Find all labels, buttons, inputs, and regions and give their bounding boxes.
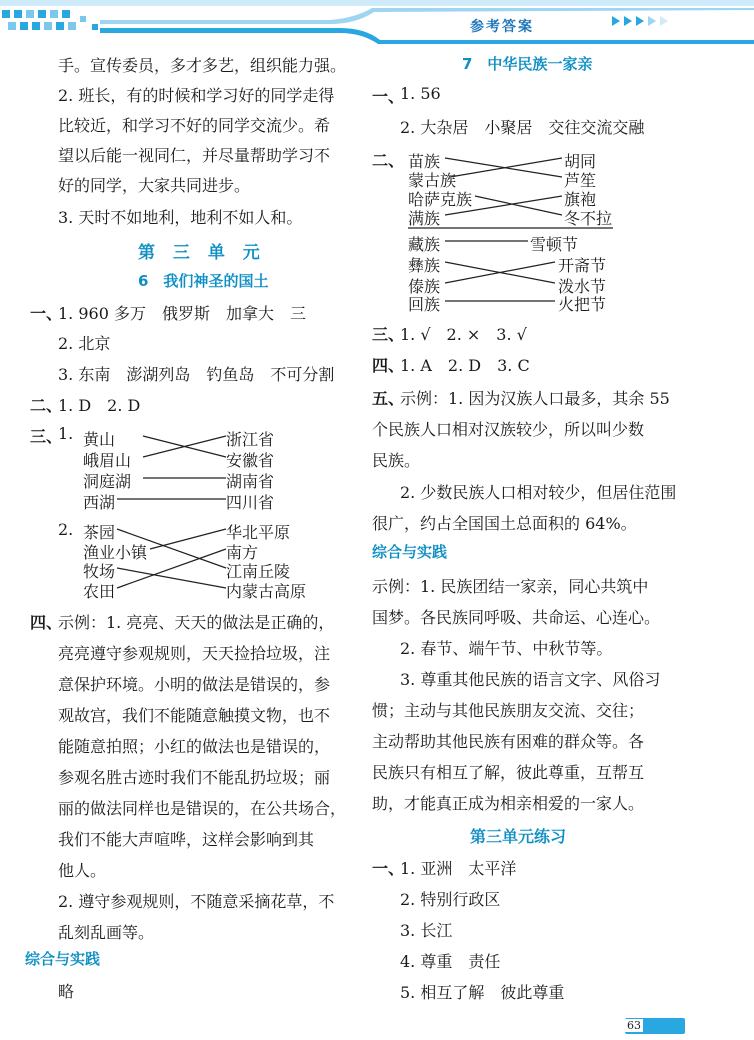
match-item: 湖南省 xyxy=(226,472,275,491)
match-item: 渔业小镇 xyxy=(83,543,148,562)
match-item: 内蒙古高原 xyxy=(226,582,307,601)
match-item: 火把节 xyxy=(558,295,607,314)
answer-line: 1. A 2. D 3. C xyxy=(400,356,530,375)
question-marker: 三、 xyxy=(30,427,63,446)
answer-line: 2. 特别行政区 xyxy=(400,890,501,909)
answer-line: 3. 长江 xyxy=(400,921,453,940)
answer-line: 2. 春节、端午节、中秋节等。 xyxy=(400,639,613,658)
match-item: 华北平原 xyxy=(226,523,291,542)
match-line xyxy=(475,196,562,215)
match-item: 雪顿节 xyxy=(530,235,579,254)
answer-line: 他人。 xyxy=(58,861,107,880)
match-item: 安徽省 xyxy=(226,451,275,470)
match-item: 旗袍 xyxy=(564,190,597,209)
match-item: 苗族 xyxy=(408,152,441,171)
header-title: 参考答案 xyxy=(470,19,534,35)
text-line: 手。宣传委员，多才多艺，组织能力强。 xyxy=(58,56,347,75)
answer-line: 助，才能真正成为相亲相爱的一家人。 xyxy=(372,794,645,813)
unit-title: 第 三 单 元 xyxy=(138,243,266,263)
match-item: 回族 xyxy=(408,295,441,314)
page-number-badge xyxy=(625,1018,685,1034)
match-item: 浙江省 xyxy=(226,430,275,449)
answer-line: 亮亮遵守参观规则，天天捡拾垃圾，注 xyxy=(58,644,331,663)
match-line xyxy=(150,529,226,549)
question-marker: 三、 xyxy=(372,325,405,344)
match-item: 傣族 xyxy=(408,277,441,296)
text-line: 好的同学，大家共同进步。 xyxy=(58,176,251,195)
match-item: 洞庭湖 xyxy=(83,472,132,491)
answer-line: 主动帮助其他民族有困难的群众等。各 xyxy=(372,732,645,751)
match-item: 牧场 xyxy=(83,562,116,581)
match-item: 胡同 xyxy=(564,152,597,171)
answer-line: 乱刻乱画等。 xyxy=(58,923,155,942)
question-marker: 一、 xyxy=(372,87,405,106)
match-item: 峨眉山 xyxy=(83,451,132,470)
text-line: 比较近，和学习不好的同学交流少。希 xyxy=(58,116,331,135)
match-item: 芦笙 xyxy=(564,171,597,190)
page-number: 63 xyxy=(627,1019,641,1032)
answer-line: 4. 尊重 责任 xyxy=(400,952,501,971)
answer-line: 2. 北京 xyxy=(58,334,111,353)
answer-line: 2. 遵守参观规则，不随意采摘花草，不 xyxy=(58,892,335,911)
answer-line: 惯；主动与其他民族朋友交流、交往； xyxy=(372,701,645,720)
lesson-title: 6 我们神圣的国土 xyxy=(138,272,269,290)
match-line xyxy=(117,568,226,588)
match-item: 四川省 xyxy=(226,493,275,512)
answer-line: 个民族人口相对汉族较少，所以叫少数 xyxy=(372,420,645,439)
answer-line: 民族。 xyxy=(372,451,421,470)
text-line: 2. 班长，有的时候和学习好的同学走得 xyxy=(58,86,335,105)
match-item: 藏族 xyxy=(408,235,441,254)
answer-line: 1. 亚洲 太平洋 xyxy=(400,859,517,878)
answer-line: 略 xyxy=(58,982,75,1001)
answer-line: 1. D 2. D xyxy=(58,396,141,415)
match-item: 满族 xyxy=(408,209,441,228)
question-marker: 一、 xyxy=(372,859,405,878)
answer-line: 5. 相互了解 彼此尊重 xyxy=(400,983,565,1002)
question-marker: 二、 xyxy=(372,151,405,170)
lesson-title: 7 中华民族一家亲 xyxy=(462,55,593,73)
section-heading: 综合与实践 xyxy=(372,543,448,561)
answer-line: 2. 大杂居 小聚居 交往交流交融 xyxy=(400,118,645,137)
question-marker: 一、 xyxy=(30,304,63,323)
answer-line: 丽的做法同样也是错误的，在公共场合， xyxy=(58,799,347,818)
match-item: 南方 xyxy=(226,543,259,562)
match-item: 江南丘陵 xyxy=(226,562,291,581)
text-line: 望以后能一视同仁，并尽量帮助学习不 xyxy=(58,146,331,165)
section-heading: 第三单元练习 xyxy=(470,827,567,846)
answer-line: 2. 少数民族人口相对较少，但居住范围 xyxy=(400,483,677,502)
answer-line: 意保护环境。小明的做法是错误的，参 xyxy=(58,675,331,694)
answer-line: 国梦。各民族同呼吸、共命运、心连心。 xyxy=(372,608,661,627)
question-marker: 五、 xyxy=(372,389,405,408)
match-item: 开斋节 xyxy=(558,256,607,275)
answer-line: 很广，约占全国国土总面积的 64%。 xyxy=(372,514,637,533)
answer-line: 示例：1. 民族团结一家亲，同心共筑中 xyxy=(372,577,649,596)
answer-line: 1. 56 xyxy=(400,84,441,103)
match-item: 泼水节 xyxy=(558,277,607,296)
question-marker: 四、 xyxy=(372,356,405,375)
match-item: 哈萨克族 xyxy=(408,190,473,209)
answer-line: 3. 尊重其他民族的语言文字、风俗习 xyxy=(400,670,661,689)
answer-line: 民族只有相互了解，彼此尊重，互帮互 xyxy=(372,763,645,782)
text-line: 3. 天时不如地利，地利不如人和。 xyxy=(58,208,303,227)
answer-line: 观故宫，我们不能随意触摸文物，也不 xyxy=(58,706,331,725)
answer-line: 能随意拍照；小红的做法也是错误的， xyxy=(58,737,331,756)
answer-line: 示例：1. 亮亮、天天的做法是正确的， xyxy=(58,613,335,632)
question-marker: 二、 xyxy=(30,396,63,415)
match-item: 彝族 xyxy=(408,256,441,275)
answer-line: 参观名胜古迹时我们不能乱扔垃圾；丽 xyxy=(58,768,331,787)
match-item: 黄山 xyxy=(83,430,116,449)
match-item: 蒙古族 xyxy=(408,171,457,190)
answer-line: 1. 960 多万 俄罗斯 加拿大 三 xyxy=(58,304,306,323)
match-item: 冬不拉 xyxy=(564,209,613,228)
match-item: 茶园 xyxy=(83,523,116,542)
section-heading: 综合与实践 xyxy=(25,950,101,968)
answer-line: 1. √ 2. × 3. √ xyxy=(400,325,527,344)
answer-line: 示例：1. 因为汉族人口最多，其余 55 xyxy=(400,389,670,408)
match-item: 西湖 xyxy=(83,493,116,512)
answer-line: 3. 东南 澎湖列岛 钓鱼岛 不可分割 xyxy=(58,365,335,384)
match-item: 农田 xyxy=(83,582,116,601)
answer-line: 我们不能大声喧哗，这样会影响到其 xyxy=(58,830,315,849)
sub-number: 1. xyxy=(58,424,74,443)
question-marker: 四、 xyxy=(30,613,63,632)
sub-number: 2. xyxy=(58,520,74,539)
